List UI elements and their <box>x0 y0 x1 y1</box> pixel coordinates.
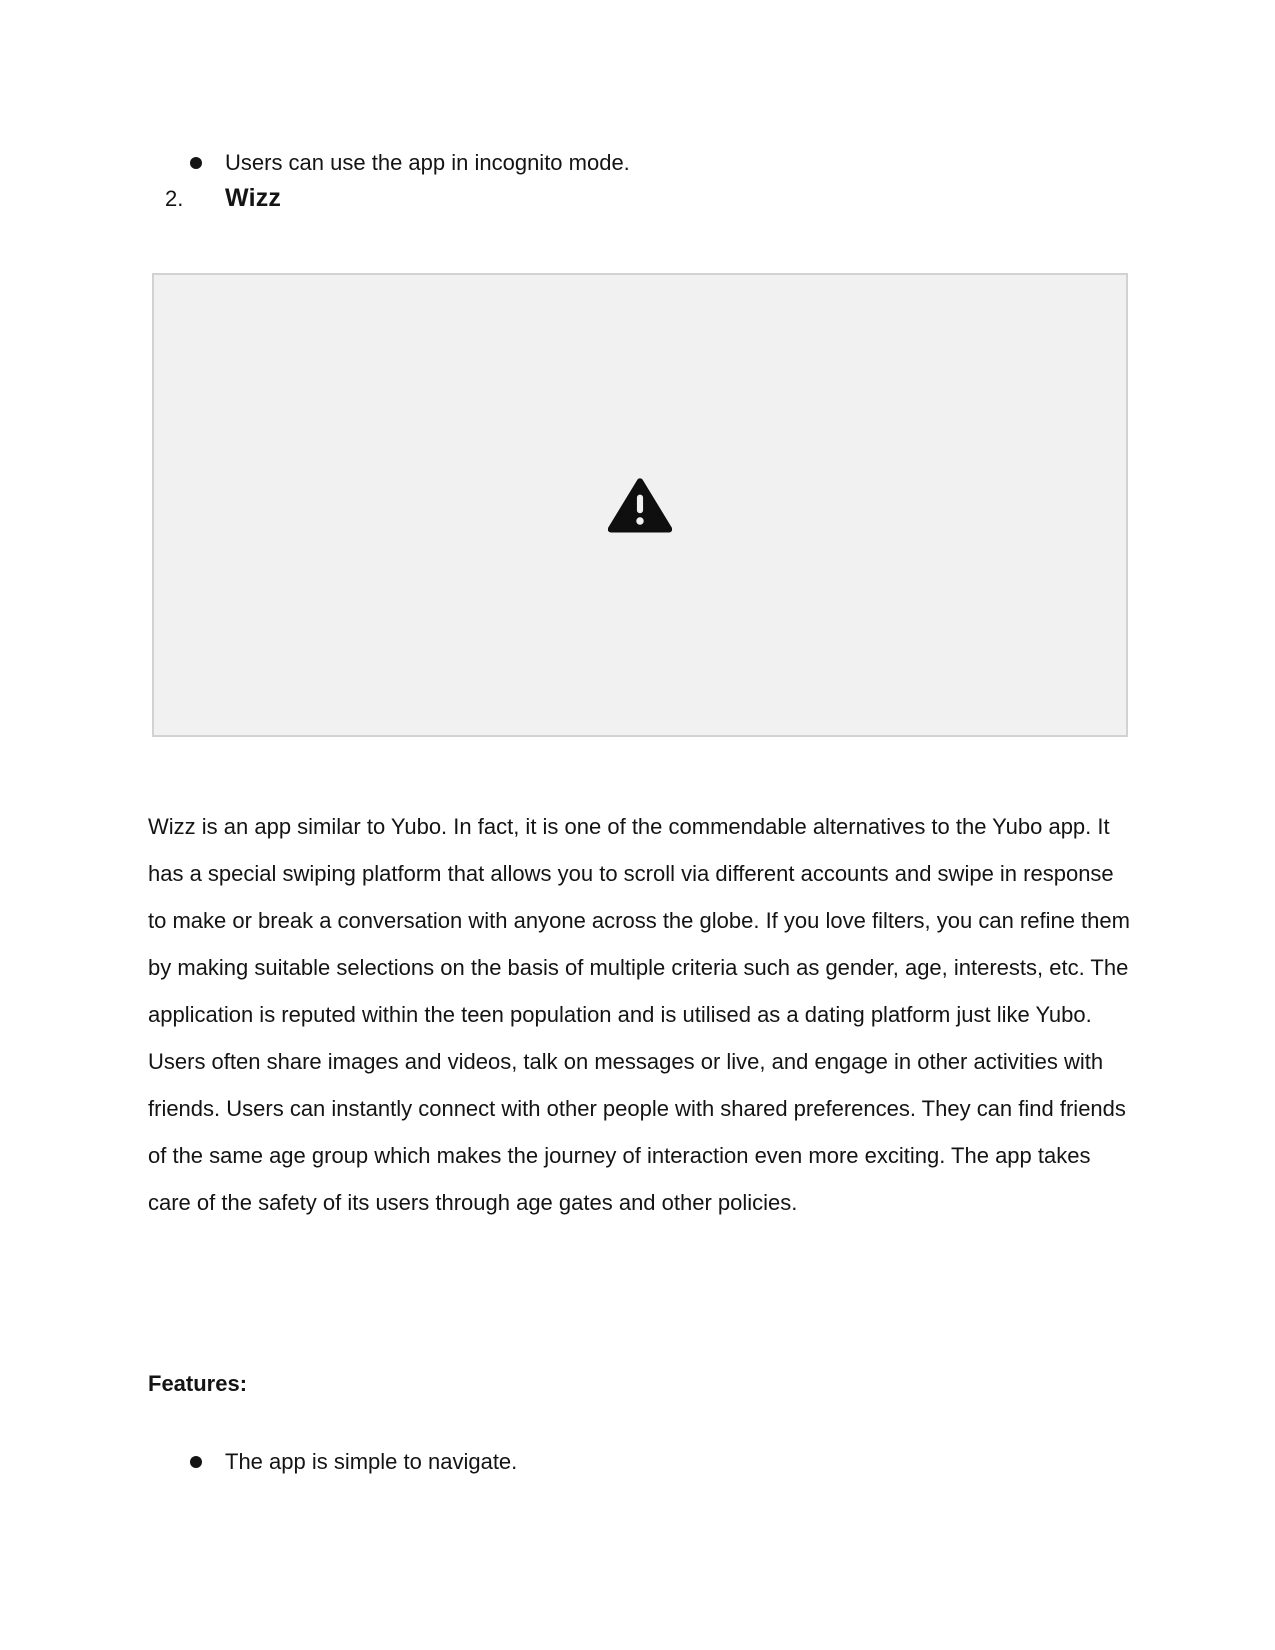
list-item-text: Users can use the app in incognito mode. <box>225 150 630 175</box>
bullet-dot-icon <box>190 157 202 169</box>
list-item-simple-navigate <box>190 1444 517 1479</box>
bullet-marker <box>190 145 225 169</box>
paragraph-wizz-description: Wizz is an app similar to Yubo. In fact, it is one of the commendable alternatives to the Yubo app. It has a special swiping platform that allows you to scroll via different accounts and swipe in response to make or break a conversation with anyone across the globe. If you love filters, you can refine them by making suitable selections on the basis of multiple criteria such as gender, age, interests, etc. The application is reputed within the teen population and is utilised as a dating platform just like Yubo. Users often share images and videos, talk on messages or live, and engage in other activities with friends. Users can instantly connect with other people with shared preferences. They can find friends of the same age group which makes the journey of interaction even more exciting. The app takes care of the safety of its users through age gates and other policies. <box>148 814 1130 1215</box>
warning-triangle-icon <box>608 477 672 533</box>
list-item-text: The app is simple to navigate. <box>225 1449 518 1474</box>
section-heading-wizz: Wizz <box>225 184 282 212</box>
bullet-dot-icon <box>190 1456 202 1468</box>
broken-image-placeholder <box>152 273 1128 737</box>
list-item-incognito <box>190 145 630 180</box>
numbered-item-wizz <box>165 181 281 216</box>
list-number: 2. <box>165 186 184 211</box>
bullet-marker <box>190 1444 225 1468</box>
features-heading: Features: <box>148 1371 248 1396</box>
